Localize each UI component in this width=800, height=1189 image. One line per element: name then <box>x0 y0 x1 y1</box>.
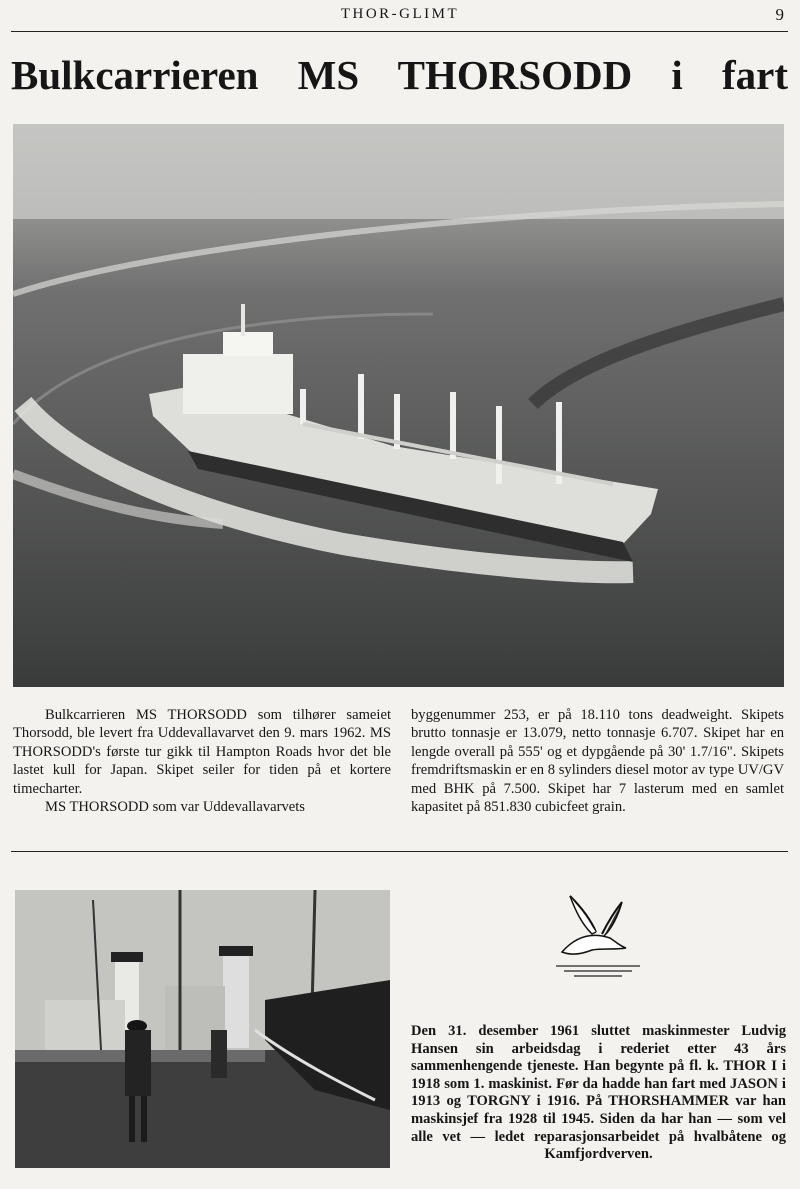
harbor-photo-icon <box>15 890 390 1168</box>
article-left-column <box>13 706 391 816</box>
article-paragraph: Bulkcarrieren MS THORSODD som tilhører sameiet Thorsodd, ble levert fra Uddevallavarvet den 9. mars 1962. MS THORSODD's første tur gikk til Hampton Roads hvor det ble lastet kull for Japan. Skipet seiler for tiden på et kortere timecharter. <box>13 707 391 797</box>
section-divider <box>11 851 788 852</box>
publication-title: THOR-GLIMT <box>340 6 460 22</box>
article-headline: Bulkcarrieren MS THORSODD i fart <box>11 52 788 98</box>
page-number: 9 <box>775 5 784 24</box>
seagull-icon <box>552 892 644 978</box>
article-paragraph: MS THORSODD som var Uddevallavarvets <box>45 799 305 816</box>
article-paragraph: byggenummer 253, er på 18.110 tons deadweight. Skipets brutto tonnasje er 13.079, netto tonnasje 6.707. Skipet har en lengde overall på 555' og et dypgående på 30' 1.7/16". Skipets fremdriftsmaskin er en 8 sylinders diesel motor av type UV/GV med BHK på 7.500. Skipet har 7 lasterum med en samlet kapasitet på 851.830 cubicfeet grain. <box>411 707 784 816</box>
retirement-notice: Den 31. desember 1961 sluttet maskinmester Ludvig Hansen sin arbeidsdag i rederiet etter 43 års sammenhengende tjeneste. Han begynte på fl. k. THOR I i 1918 som 1. maskinist. Før da hadde han fart med JASON i 1913 og TORGNY i 1916. På THORSHAMMER var han maskinsjef fra 1928 til 1945. Siden da har han — som vel alle vet — ledet reparasjonsarbeidet på hvalbåtene og Kamfjordverven. <box>411 1023 786 1163</box>
header-divider <box>11 31 788 32</box>
article-right-column <box>411 706 784 816</box>
ship-photo-icon <box>13 124 784 687</box>
